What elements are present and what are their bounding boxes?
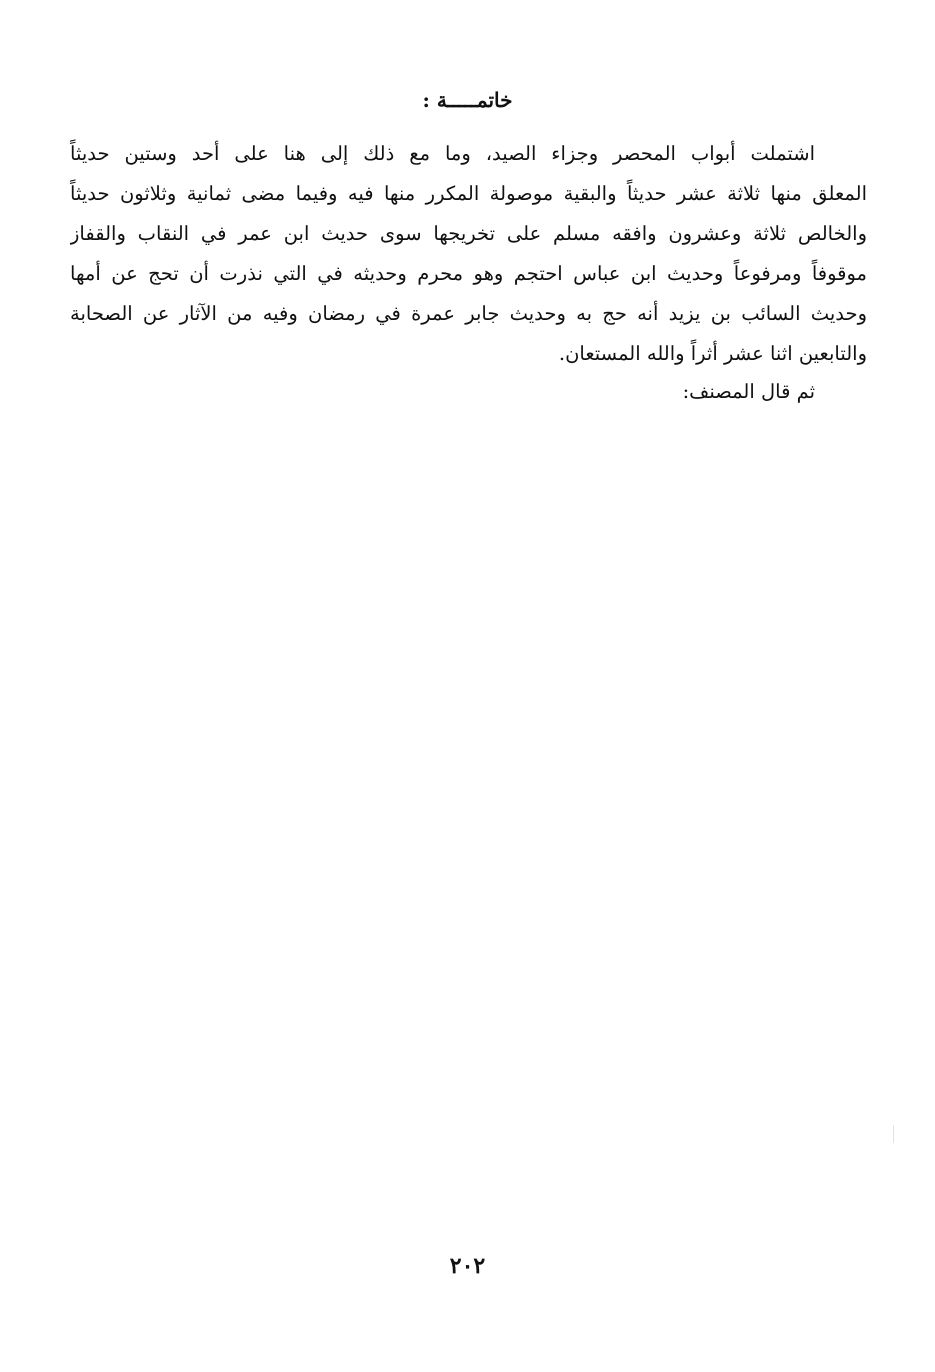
body-line-5: وحديث السائب بن يزيد أنه حج به وحديث جابر عمرة في رمضان وفيه من الآثار عن الصحابة	[70, 302, 867, 325]
page-number: ٢٠٢	[449, 1253, 486, 1279]
margin-mark	[893, 1125, 894, 1143]
body-line-2: المعلق منها ثلاثة عشر حديثاً والبقية موصولة المكرر منها فيه وفيما مضى ثمانية وثلاثون حديثاً	[70, 182, 867, 205]
body-paragraph	[70, 134, 867, 374]
body-line-1: اشتملت أبواب المحصر وجزاء الصيد، وما مع ذلك إلى هنا على أحد وستين حديثاً	[70, 142, 815, 165]
body-line-4: موقوفاً ومرفوعاً وحديث ابن عباس احتجم وهو محرم وحديثه في التي نذرت أن تحج عن أمها	[70, 262, 867, 285]
section-heading: خاتمـــــة :	[422, 88, 513, 112]
closing-line: ثم قال المصنف:	[682, 380, 815, 403]
body-line-6: والتابعين اثنا عشر أثراً والله المستعان.	[558, 342, 867, 365]
body-line-3: والخالص ثلاثة وعشرون وافقه مسلم على تخريجها سوى حديث ابن عمر في النقاب والقفاز	[70, 222, 867, 245]
